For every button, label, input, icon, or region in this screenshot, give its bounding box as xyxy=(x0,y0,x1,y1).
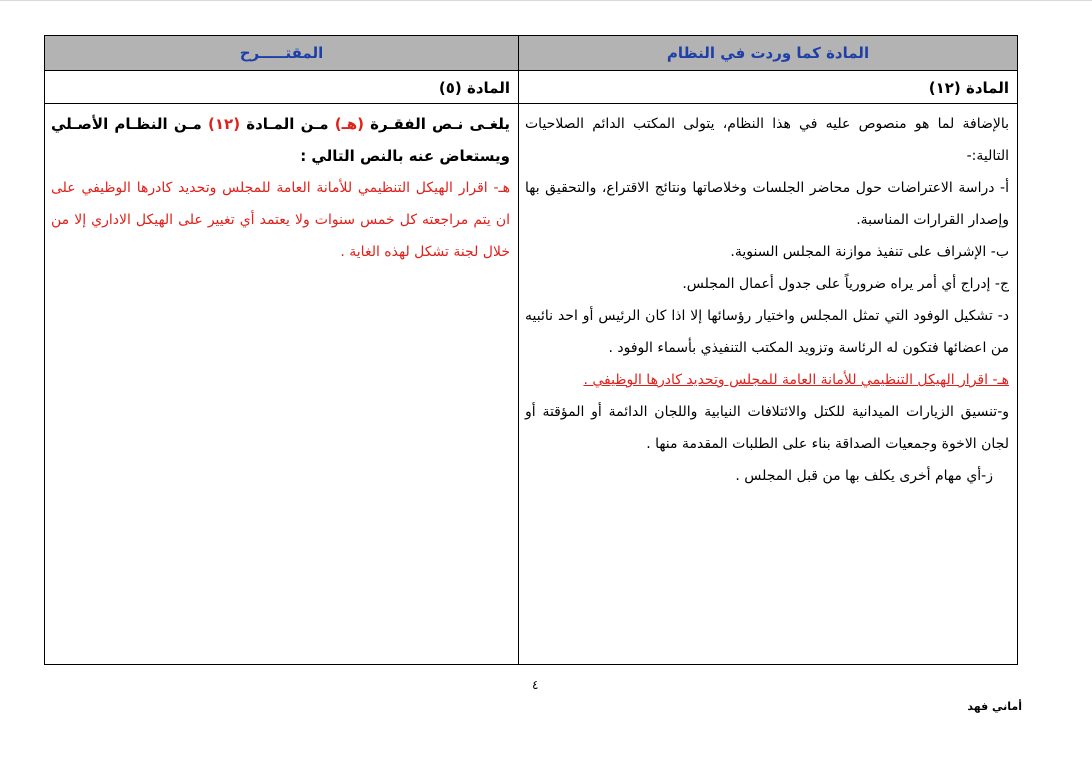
content-row xyxy=(45,104,1018,665)
original-item-b: ب- الإشراف على تنفيذ موازنة المجلس السنوية. xyxy=(730,244,1009,260)
header-original-cell xyxy=(519,36,1018,71)
header-proposal-title: المقتـــــرح xyxy=(239,44,324,62)
original-item-h: هـ- اقرار الهيكل التنظيمي للأمانة العامة للمجلس وتحديد كادرها الوظيفي . xyxy=(583,372,1009,388)
proposal-new-text: هـ- اقرار الهيكل التنظيمي للأمانة العامة للمجلس وتحديد كادرها الوظيفي على ان يتم مراجعته كل خمس سنوات ولا يعتمد أي تغيير على الهيكل الاداري إلا من خلال لجنة تشكل لهذه الغاية . xyxy=(51,180,510,260)
lead-part-1: يلغـى نـص الفقـرة xyxy=(363,115,510,133)
original-text xyxy=(519,104,1017,492)
proposal-lead xyxy=(51,108,510,172)
original-article-cell xyxy=(519,71,1018,104)
article-row xyxy=(45,71,1018,104)
original-item-z: ز-أي مهام أخرى يكلف بها من قبل المجلس . xyxy=(735,468,993,484)
proposal-article-title: المادة (٥) xyxy=(438,79,510,97)
header-row xyxy=(45,36,1018,71)
original-item-w: و-تنسيق الزيارات الميدانية للكتل والائتلافات النيابية واللجان الدائمة أو المؤقتة أو لجان الاخوة وجمعيات الصداقة بناء على الطلبات المقدمة منها . xyxy=(525,404,1009,452)
lead-paragraph-ref: (هـ) xyxy=(334,115,364,133)
author-name: أماني فهد xyxy=(967,700,1022,713)
lead-part-2: مـن المـادة xyxy=(240,115,335,133)
original-item-c: ج- إدراج أي أمر يراه ضرورياً على جدول أعمال المجلس. xyxy=(682,276,1009,292)
header-proposal-cell xyxy=(45,36,519,71)
original-intro: بالإضافة لما هو منصوص عليه في هذا النظام، يتولى المكتب الدائم الصلاحيات التالية:- xyxy=(525,116,1009,164)
proposal-content-cell xyxy=(45,104,519,665)
proposal-article-cell xyxy=(45,71,519,104)
comparison-table xyxy=(44,35,1018,665)
proposal-text xyxy=(45,104,518,268)
original-item-a: أ- دراسة الاعتراضات حول محاضر الجلسات وخلاصاتها ونتائج الاقتراع، والتحقيق بها وإصدار القرارات المناسبة. xyxy=(525,180,1009,228)
page-number: ٤ xyxy=(532,678,539,692)
original-content-cell xyxy=(519,104,1018,665)
original-item-d: د- تشكيل الوفود التي تمثل المجلس واختيار رؤسائها إلا اذا كان الرئيس أو احد نائبيه من اعضائها فتكون له الرئاسة وتزويد المكتب التنفيذي بأسماء الوفود . xyxy=(525,308,1009,356)
lead-article-ref: (١٢) xyxy=(208,115,241,133)
header-original-title: المادة كما وردت في النظام xyxy=(666,44,870,62)
top-rule xyxy=(0,0,1092,1)
original-article-title: المادة (١٢) xyxy=(928,79,1009,97)
lead-part-3: مـن النظـام الأصـلي ويستعاض عنه بالنص التالي : xyxy=(51,115,510,165)
